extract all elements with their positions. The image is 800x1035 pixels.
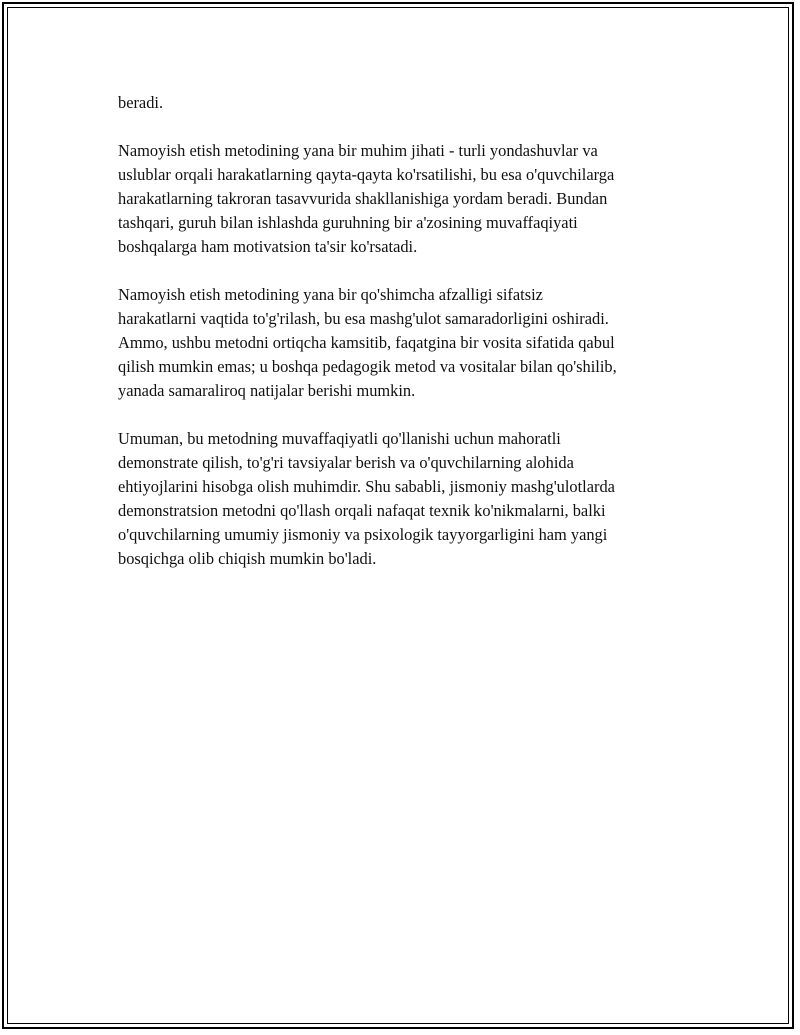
text-line: ehtiyojlarini hisobga olish muhimdir. Shu sababli, jismoniy mashg'ulotlarda [118, 477, 615, 496]
document-body [118, 91, 678, 595]
text-line: Namoyish etish metodining yana bir muhim jihati - turli yondashuvlar va [118, 141, 598, 160]
text-line: harakatlarning takroran tasavvurida shakllanishiga yordam beradi. Bundan [118, 189, 608, 208]
text-line: tashqari, guruh bilan ishlashda guruhning bir a'zosining muvaffaqiyati [118, 213, 578, 232]
text-line: yanada samaraliroq natijalar berishi mumkin. [118, 381, 416, 400]
text-line: Namoyish etish metodining yana bir qo'shimcha afzalligi sifatsiz [118, 285, 543, 304]
text-line: Ammo, ushbu metodni ortiqcha kamsitib, faqatgina bir vosita sifatida qabul [118, 333, 615, 352]
text-line: qilish mumkin emas; u boshqa pedagogik metod va vositalar bilan qo'shilib, [118, 357, 617, 376]
text-line: o'quvchilarning umumiy jismoniy va psixologik tayyorgarligini ham yangi [118, 525, 608, 544]
text-line: demonstrate qilish, to'g'ri tavsiyalar berish va o'quvchilarning alohida [118, 453, 574, 472]
paragraph-additional-advantage [118, 283, 678, 403]
paragraph-continuation [118, 91, 678, 115]
text-line: boshqalarga ham motivatsion ta'sir ko'rsatadi. [118, 237, 418, 256]
paragraph-conclusion [118, 427, 678, 571]
text-line: bosqichga olib chiqish mumkin bo'ladi. [118, 549, 377, 568]
text-line: Umuman, bu metodning muvaffaqiyatli qo'llanishi uchun mahoratli [118, 429, 561, 448]
text-line: uslublar orqali harakatlarning qayta-qayta ko'rsatilishi, bu esa o'quvchilarga [118, 165, 615, 184]
text-line: demonstratsion metodni qo'llash orqali nafaqat texnik ko'nikmalarni, balki [118, 501, 606, 520]
paragraph-demonstration-aspect [118, 139, 678, 259]
text-line: beradi. [118, 93, 164, 112]
text-line: harakatlarni vaqtida to'g'rilash, bu esa mashg'ulot samaradorligini oshiradi. [118, 309, 609, 328]
